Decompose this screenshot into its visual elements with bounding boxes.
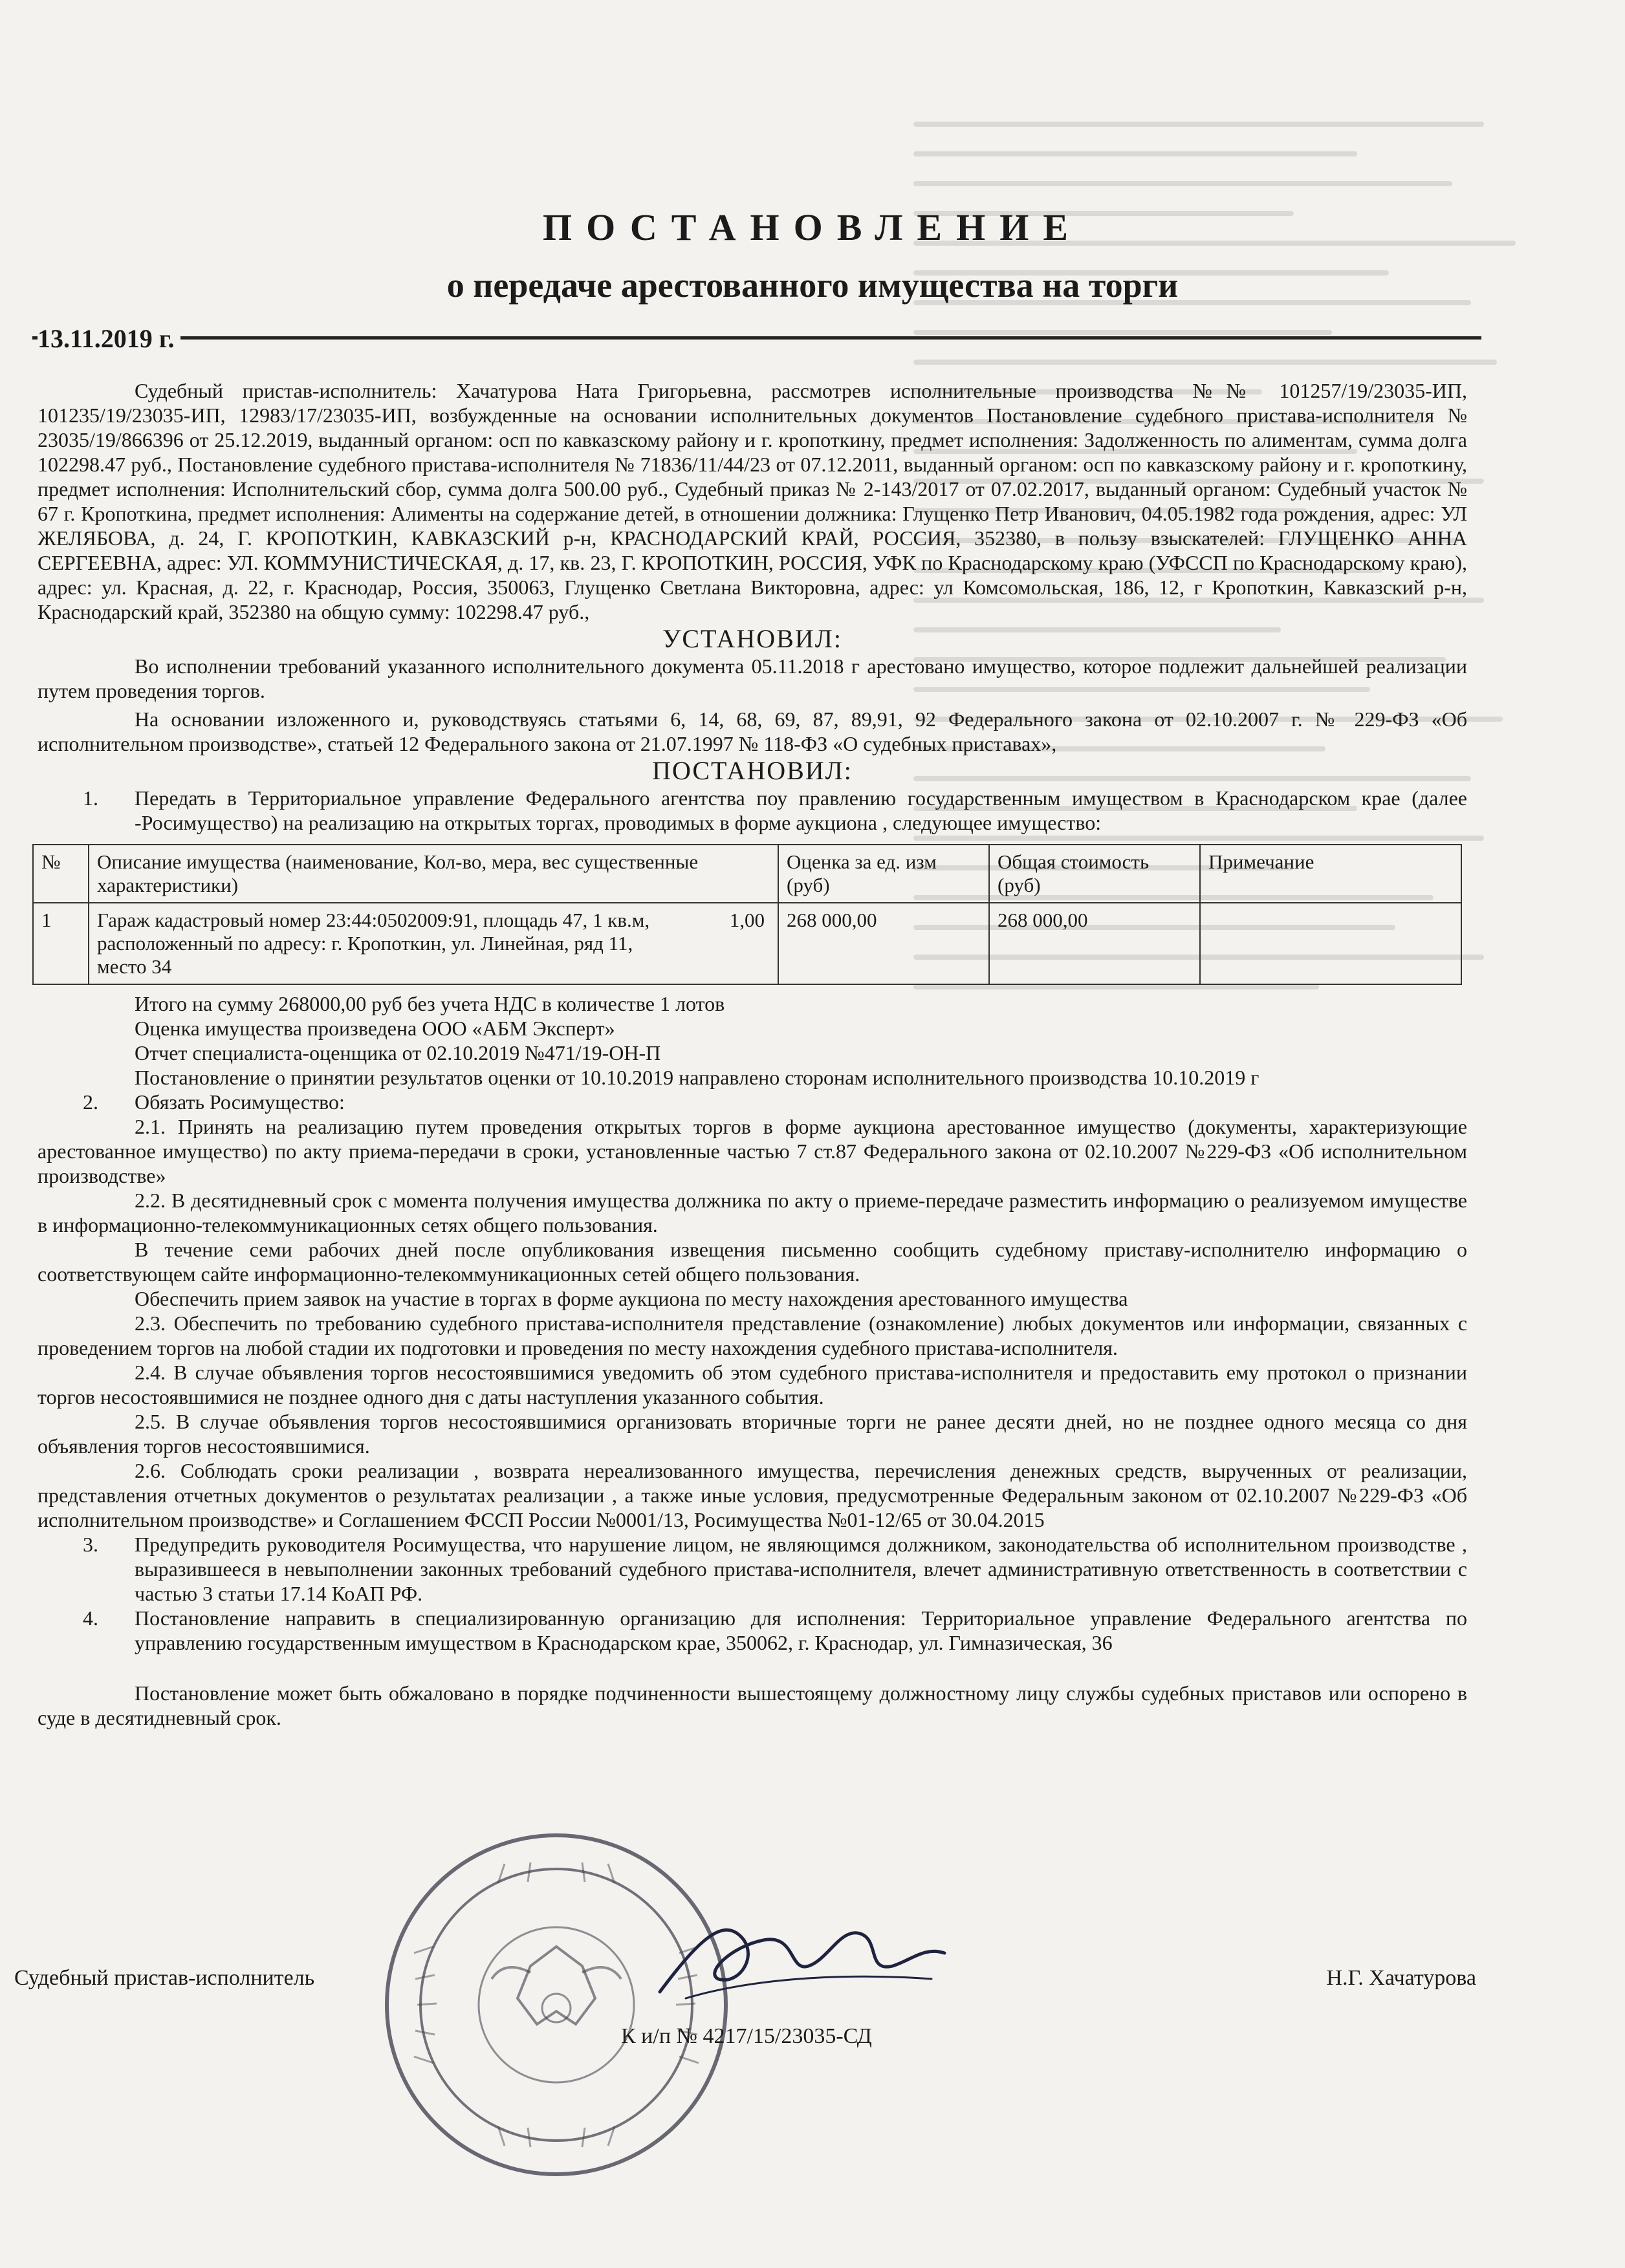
- cell-note: [1200, 903, 1461, 984]
- established-heading: УСТАНОВИЛ:: [662, 624, 842, 653]
- cell-total: 268 000,00: [989, 903, 1200, 984]
- list-number: 4.: [83, 1606, 98, 1630]
- appeal-paragraph: Постановление может быть обжаловано в порядке подчиненности вышестоящему должностному лицу службы судебных приставов или оспорено в суде в десятидневный срок.: [38, 1681, 1467, 1729]
- cell-num: 1: [33, 903, 89, 984]
- clause-2-2: 2.2. В десятидневный срок с момента получения имущества должника по акту о приеме-передаче разместить информацию о реализуемом имуществе в информационно-телекоммуникационных сетях общего пользования.: [38, 1189, 1467, 1237]
- header-description: Описание имущества (наименование, Кол-во, мера, вес существенные характеристики): [89, 845, 778, 903]
- clause-2-1: 2.1. Принять на реализацию путем проведения открытых торгов в форме аукциона арестованное имущество (документы, характеризующие арестованное имущество) по акту приема-передачи в сроки, установленные частью 7 ст.87 Федерального закона от 02.10.2007 №229-ФЗ «Об исполнительном производстве»: [38, 1115, 1467, 1187]
- cell-description: [89, 903, 778, 984]
- list-text: Предупредить руководителя Росимущества, что нарушение лицом, не являющимся должником, законодательства об исполнительном производстве , выразившееся в невыполнении законных требований судебного пристава-исполнителя, влечет административную ответственность в соответствии с частью 3 статьи 17.14 КоАП РФ.: [135, 1533, 1467, 1605]
- title-rule: [32, 336, 1481, 340]
- clause-2-3: 2.3. Обеспечить по требованию судебного пристава-исполнителя представление (ознакомление) любых документов или информации, связанных с проведением торгов на любой стадии их подготовки и проведения по месту нахождения судебного пристава-исполнителя.: [38, 1312, 1467, 1359]
- clause-2-2b: В течение семи рабочих дней после опубликования извещения письменно сообщить судебному приставу-исполнителю информацию о соответствующем сайте информационно-телекоммуникационных сетей общего пользования.: [38, 1238, 1467, 1286]
- list-text: Обязать Росимущество:: [135, 1090, 345, 1114]
- established-paragraph-2: На основании изложенного и, руководствуясь статьями 6, 14, 68, 69, 87, 89,91, 92 Федерального закона от 02.10.2007 г. № 229-ФЗ «Об исполнительном производстве», статьей 12 Федерального закона от 21.07.1997 № 118-ФЗ «О судебных приставах»,: [38, 707, 1467, 755]
- list-number: 1.: [83, 786, 98, 810]
- document-subtitle: о передаче арестованного имущества на торги: [446, 266, 1179, 305]
- signer-role: Судебный пристав-исполнитель: [14, 1966, 315, 1990]
- property-table: [32, 844, 1462, 985]
- list-number: 2.: [83, 1090, 98, 1114]
- summary-line: Итого на сумму 268000,00 руб без учета НДС в количестве 1 лотов: [135, 992, 725, 1015]
- resolved-heading: ПОСТАНОВИЛ:: [652, 756, 853, 785]
- stamp-code: К и/п № 4217/15/23035-СД: [621, 2024, 872, 2048]
- clause-2-5: 2.5. В случае объявления торгов несостоявшимися организовать вторичные торги не ранее десяти дней, но не позднее одного месяца со дня объявления торгов несостоявшимися.: [38, 1410, 1467, 1458]
- header-unit-price: Оценка за ед. изм (руб): [778, 845, 989, 903]
- handwritten-signature-icon: [647, 1901, 957, 2011]
- list-item-3: [38, 1532, 1467, 1606]
- document-date: 13.11.2019 г.: [38, 323, 180, 354]
- list-text: Передать в Территориальное управление Федерального агентства поу правлению государственным имуществом в Краснодарском крае (далее -Росимущество) на реализацию на открытых торгах, проводимых в форме аукциона , следующее имущество:: [135, 786, 1467, 834]
- clause-2-2c: Обеспечить прием заявок на участие в торгах в форме аукциона по месту нахождения арестованного имущества: [135, 1287, 1128, 1310]
- summary-block: [38, 991, 1467, 1090]
- clause-2-6: 2.6. Соблюдать сроки реализации , возврата нереализованного имущества, перечисления денежных средств, вырученных от реализации, представления отчетных документов о результатах реализации , а также иные условия, предусмотренные Федеральным законом от 02.10.2007 №229-ФЗ «Об исполнительном производстве» и Соглашением ФССП России №0001/13, Росимущества №01-12/65 от 30.04.2015: [38, 1459, 1467, 1531]
- document-body: [38, 378, 1467, 1730]
- summary-line: Оценка имущества произведена ООО «АБМ Эксперт»: [135, 1017, 615, 1040]
- cell-unit-price: 268 000,00: [778, 903, 989, 984]
- table-row: [33, 903, 1461, 984]
- list-item-1: [38, 786, 1467, 835]
- summary-line: Отчет специалиста-оценщика от 02.10.2019 №471/19-ОН-П: [135, 1041, 661, 1064]
- list-item-2: [38, 1090, 1467, 1114]
- list-item-4: [38, 1606, 1467, 1655]
- intro-paragraph: Судебный пристав-исполнитель: Хачатурова Ната Григорьевна, рассмотрев исполнительные производства №№ 101257/19/23035-ИП, 101235/19/23035-ИП, 12983/17/23035-ИП, возбужденные на основании исполнительных документов Постановление судебного пристава-исполнителя № 23035/19/866396 от 25.12.2019, выданный органом: осп по кавказскому району и г. кропоткину, предмет исполнения: Задолженность по алиментам, сумма долга 102298.47 руб., Постановление судебного пристава-исполнителя № 71836/11/44/23 от 07.12.2011, выданный органом: осп по кавказскому району и г. кропоткину, предмет исполнения: Исполнительский сбор, сумма долга 500.00 руб., Судебный приказ № 2-143/2017 от 07.02.2017, выданный органом: Судебный участок № 67 г. Кропоткина, предмет исполнения: Алименты на содержание детей, в отношении должника: Глущенко Петр Иванович, 04.05.1982 года рождения, адрес: УЛ ЖЕЛЯБОВА, д. 24, Г. КРОПОТКИН, КАВКАЗСКИЙ р-н, КРАСНОДАРСКИЙ КРАЙ, РОССИЯ, 352380, в пользу взыскателей: ГЛУЩЕНКО АННА СЕРГЕЕВНА, адрес: УЛ. КОММУНИСТИЧЕСКАЯ, д. 17, кв. 23, Г. КРОПОТКИН, РОССИЯ, УФК по Краснодарскому краю (УФССП по Краснодарскому краю), адрес: ул. Красная, д. 22, г. Краснодар, Россия, 350063, Глущенко Светлана Викторовна, адрес: ул Комсомольская, 186, 12, г Кропоткин, Кавказский р-н, Краснодарский край, 352380 на общую сумму: 102298.47 руб.,: [38, 379, 1467, 623]
- table-header-row: [33, 845, 1461, 903]
- established-paragraph-1: Во исполнении требований указанного исполнительного документа 05.11.2018 г арестовано имущество, которое подлежит дальнейшей реализации путем проведения торгов.: [38, 654, 1467, 702]
- summary-line: Постановление о принятии результатов оценки от 10.10.2019 направлено сторонам исполнительного производства 10.10.2019 г: [135, 1066, 1260, 1089]
- header-note: Примечание: [1200, 845, 1461, 903]
- document-title: ПОСТАНОВЛЕНИЕ: [542, 206, 1083, 248]
- header-num: №: [33, 845, 89, 903]
- signer-name: Н.Г. Хачатурова: [1326, 1966, 1476, 1990]
- quantity-value: 1,00: [729, 909, 765, 931]
- list-number: 3.: [83, 1533, 98, 1556]
- list-text: Постановление направить в специализированную организацию для исполнения: Территориальное управление Федерального агентства по управлению государственным имуществом в Краснодарском крае, 350062, г. Краснодар, ул. Гимназическая, 36: [135, 1606, 1467, 1654]
- header-total: Общая стоимость (руб): [989, 845, 1200, 903]
- clause-2-4: 2.4. В случае объявления торгов несостоявшимися уведомить об этом судебного пристава-исполнителя и предоставить ему протокол о признании торгов несостоявшимися не позднее одного дня с даты наступления указанного события.: [38, 1361, 1467, 1409]
- description-text: Гараж кадастровый номер 23:44:0502009:91, площадь 47, 1 кв.м, расположенный по адресу: г. Кропоткин, ул. Линейная, ряд 11, место 34: [97, 909, 650, 978]
